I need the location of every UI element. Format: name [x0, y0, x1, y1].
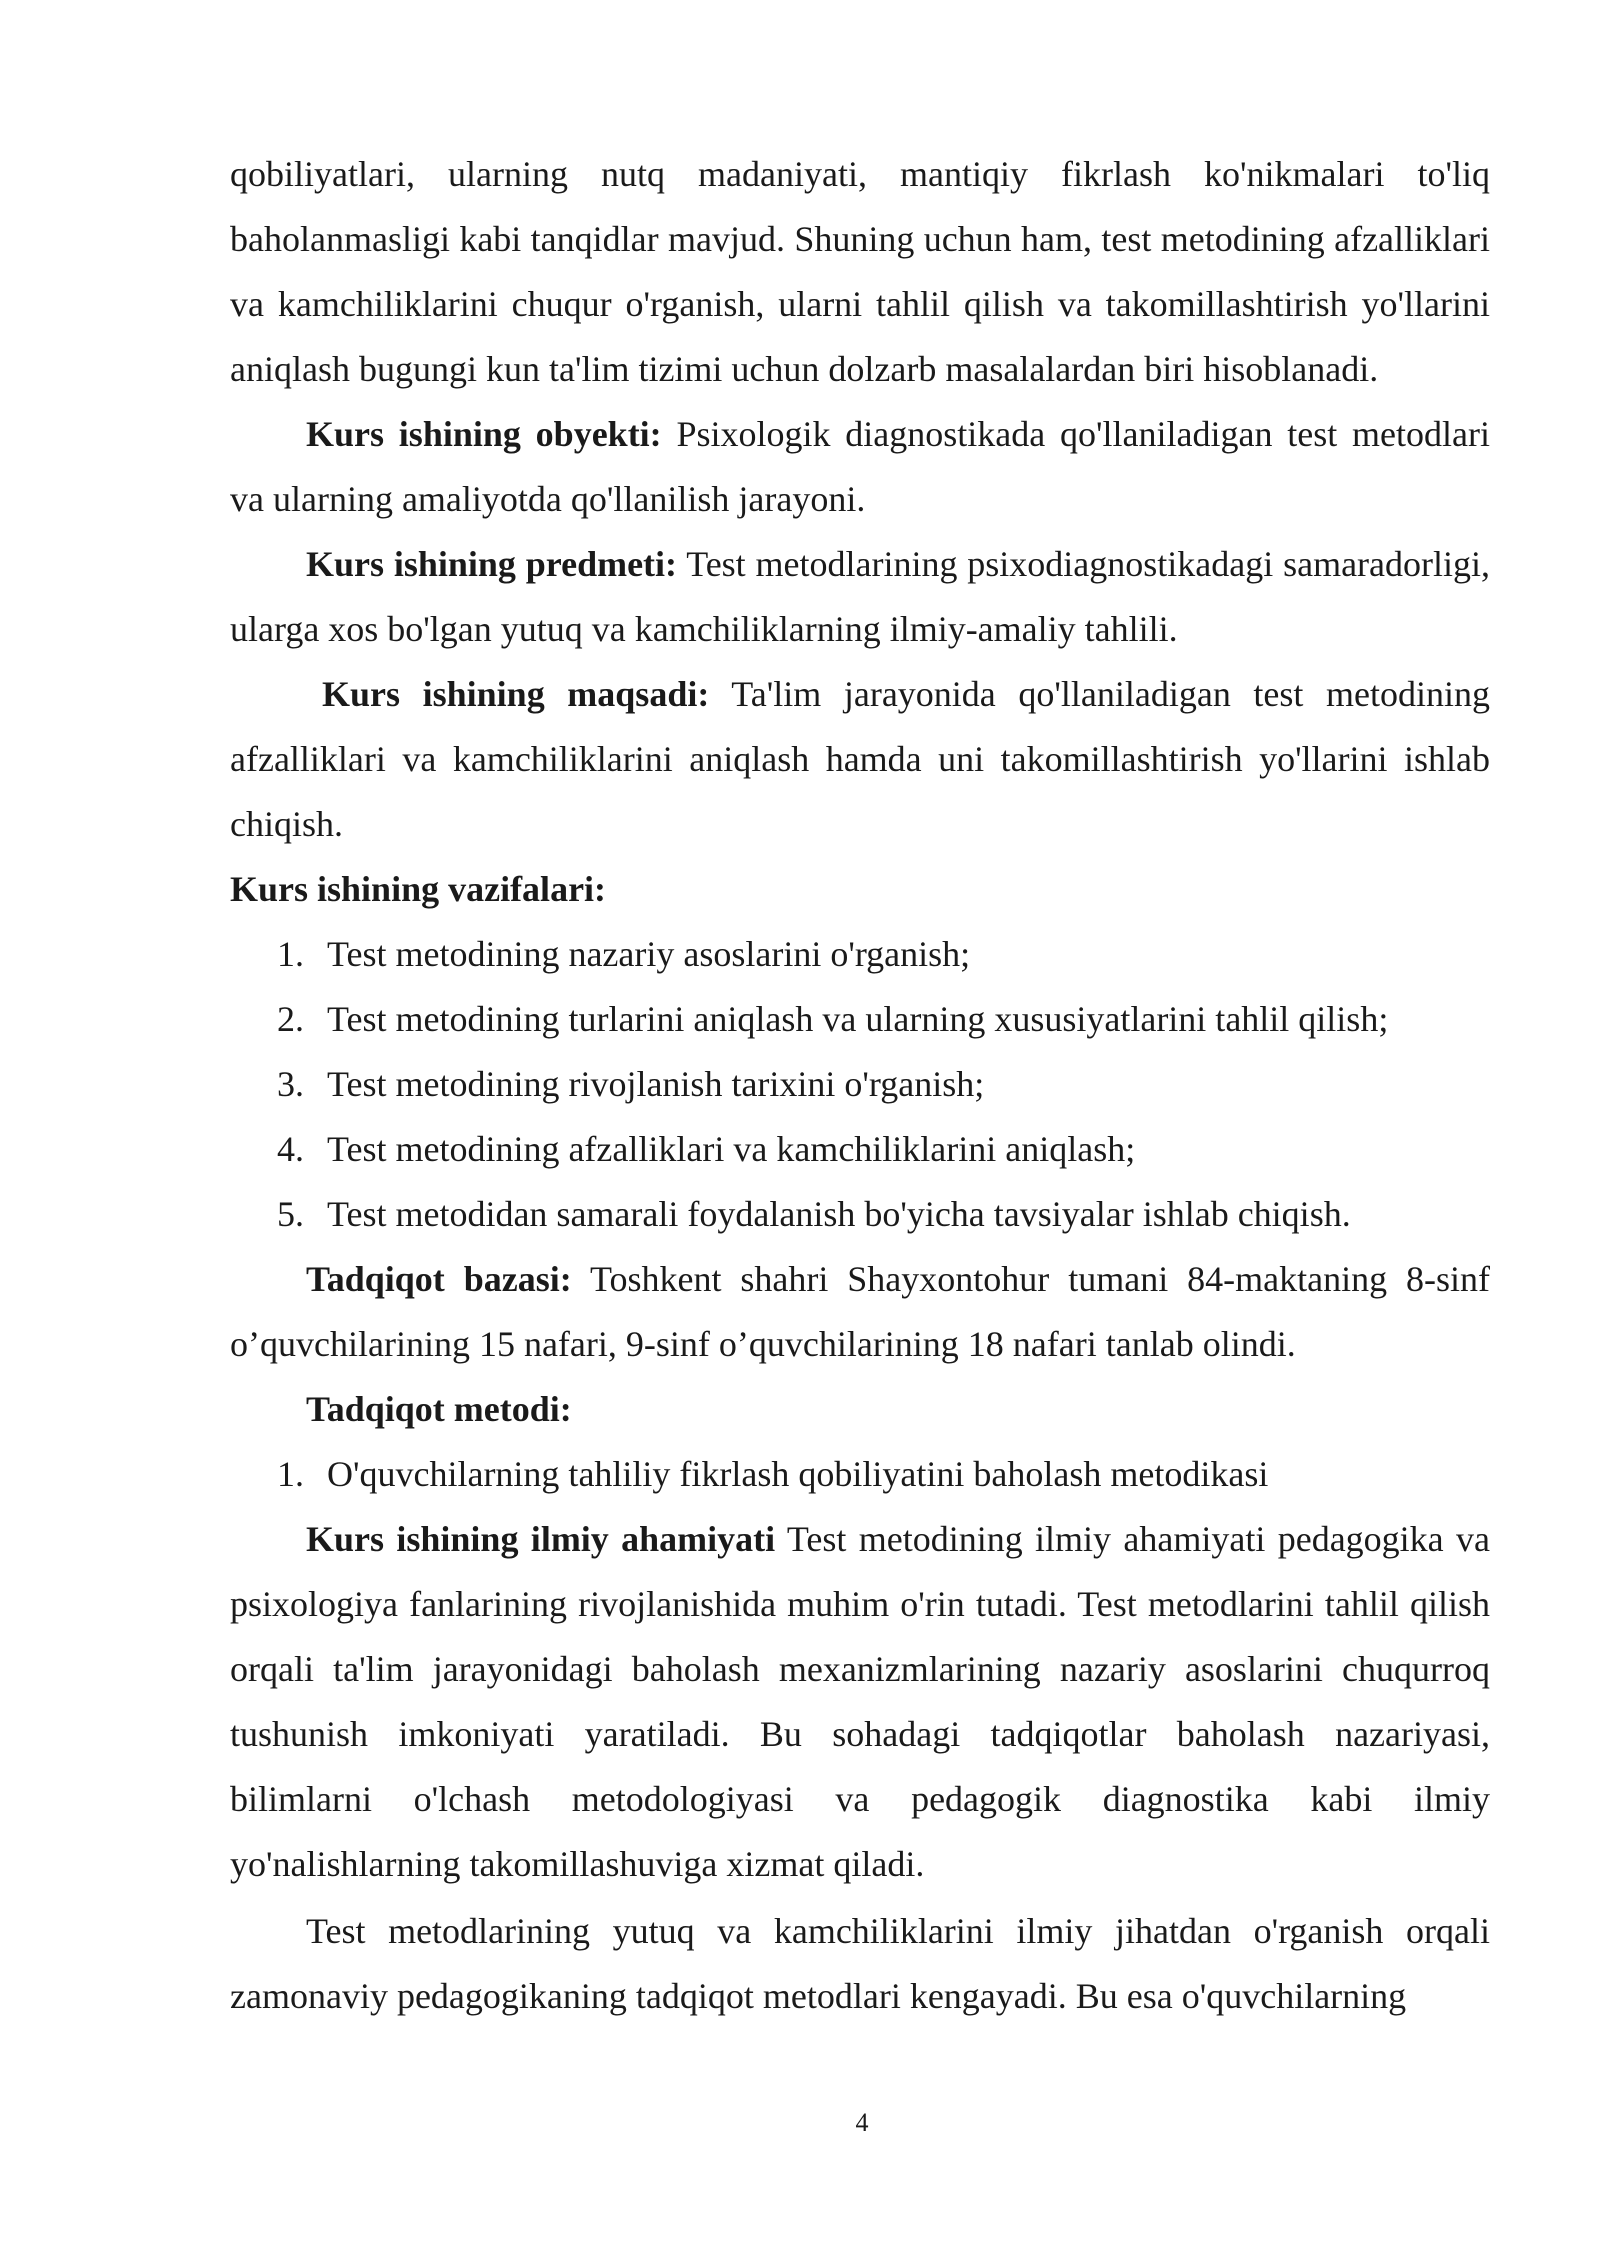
list-item-text: Test metodining rivojlanish tarixini o'rganish;: [327, 1064, 985, 1104]
metod-heading: Tadqiqot metodi:: [306, 1389, 572, 1429]
predmet-paragraph: [230, 532, 1490, 662]
ahamiyat-label: Kurs ishining ilmiy ahamiyati: [306, 1519, 776, 1559]
page-content: [230, 142, 1490, 2029]
vazifalar-heading: Kurs ishining vazifalari:: [230, 869, 607, 909]
list-item-number: 4.: [277, 1129, 304, 1169]
list-item-number: 1.: [277, 934, 304, 974]
baza-text: Toshkent shahri Shayxontohur tumani 84-maktaning 8-sinf o’quvchilarining 15 nafari, 9-sinf o’quvchilarining 18 nafari tanlab olindi.: [230, 1259, 1490, 1364]
predmet-label: Kurs ishining predmeti:: [306, 544, 678, 584]
list-item: [230, 987, 1490, 1052]
list-item: [230, 1182, 1490, 1247]
metodlar-list: [230, 1442, 1490, 1507]
maqsad-paragraph: [230, 662, 1490, 857]
final-paragraph: Test metodlarining yutuq va kamchiliklarini ilmiy jihatdan o'rganish orqali zamonaviy pedagogikaning tadqiqot metodlari kengayadi. Bu esa o'quvchilarning: [230, 1911, 1490, 2016]
list-item-number: 1.: [277, 1454, 304, 1494]
list-item-number: 3.: [277, 1064, 304, 1104]
list-item-text: O'quvchilarning tahliliy fikrlash qobiliyatini baholash metodikasi: [327, 1454, 1269, 1494]
ahamiyat-text: Test metodining ilmiy ahamiyati pedagogika va psixologiya fanlarining rivojlanishida muhim o'rin tutadi. Test metodlarini tahlil qilish orqali ta'lim jarayonidagi baholash mexanizmlarining nazariy asoslarini chuqurroq tushunish imkoniyati yaratiladi. Bu sohadagi tadqiqotlar baholash nazariyasi, bilimlarni o'lchash metodologiyasi va pedagogik diagnostika kabi ilmiy yo'nalishlarning takomillashuviga xizmat qiladi.: [230, 1519, 1490, 1884]
list-item-text: Test metodining turlarini aniqlash va ularning xususiyatlarini tahlil qilish;: [327, 999, 1389, 1039]
obyekt-paragraph: [230, 402, 1490, 532]
predmet-text: Test metodlarining psixodiagnostikadagi samaradorligi, ularga xos bo'lgan yutuq va kamchiliklarning ilmiy-amaliy tahlili.: [230, 544, 1491, 649]
intro-paragraph: qobiliyatlari, ularning nutq madaniyati, mantiqiy fikrlash ko'nikmalari to'liq baholanmasligi kabi tanqidlar mavjud. Shuning uchun ham, test metodining afzalliklari va kamchiliklarini chuqur o'rganish, ularni tahlil qilish va takomillashtirish yo'llarini aniqlash bugungi kun ta'lim tizimi uchun dolzarb masalalardan biri hisoblanadi.: [230, 154, 1490, 389]
baza-paragraph: [230, 1247, 1490, 1377]
list-item-text: Test metodining afzalliklari va kamchiliklarini aniqlash;: [327, 1129, 1136, 1169]
ahamiyat-paragraph: [230, 1507, 1490, 1897]
maqsad-label: Kurs ishining maqsadi:: [322, 674, 710, 714]
vazifalar-list: [230, 922, 1490, 1247]
list-item: [230, 922, 1490, 987]
list-item: [230, 1052, 1490, 1117]
list-item-number: 2.: [277, 999, 304, 1039]
maqsad-text: Ta'lim jarayonida qo'llaniladigan test metodining afzalliklari va kamchiliklarini aniqlash hamda uni takomillashtirish yo'llarini ishlab chiqish.: [230, 674, 1491, 844]
list-item-text: Test metodining nazariy asoslarini o'rganish;: [327, 934, 971, 974]
page-number: 4: [855, 2108, 869, 2137]
obyekt-label: Kurs ishining obyekti:: [306, 414, 662, 454]
obyekt-text: Psixologik diagnostikada qo'llaniladigan test metodlari va ularning amaliyotda qo'llanilish jarayoni.: [230, 414, 1491, 519]
list-item: [230, 1442, 1490, 1507]
list-item: [230, 1117, 1490, 1182]
list-item-number: 5.: [277, 1194, 304, 1234]
list-item-text: Test metodidan samarali foydalanish bo'yicha tavsiyalar ishlab chiqish.: [327, 1194, 1351, 1234]
baza-label: Tadqiqot bazasi:: [306, 1259, 572, 1299]
